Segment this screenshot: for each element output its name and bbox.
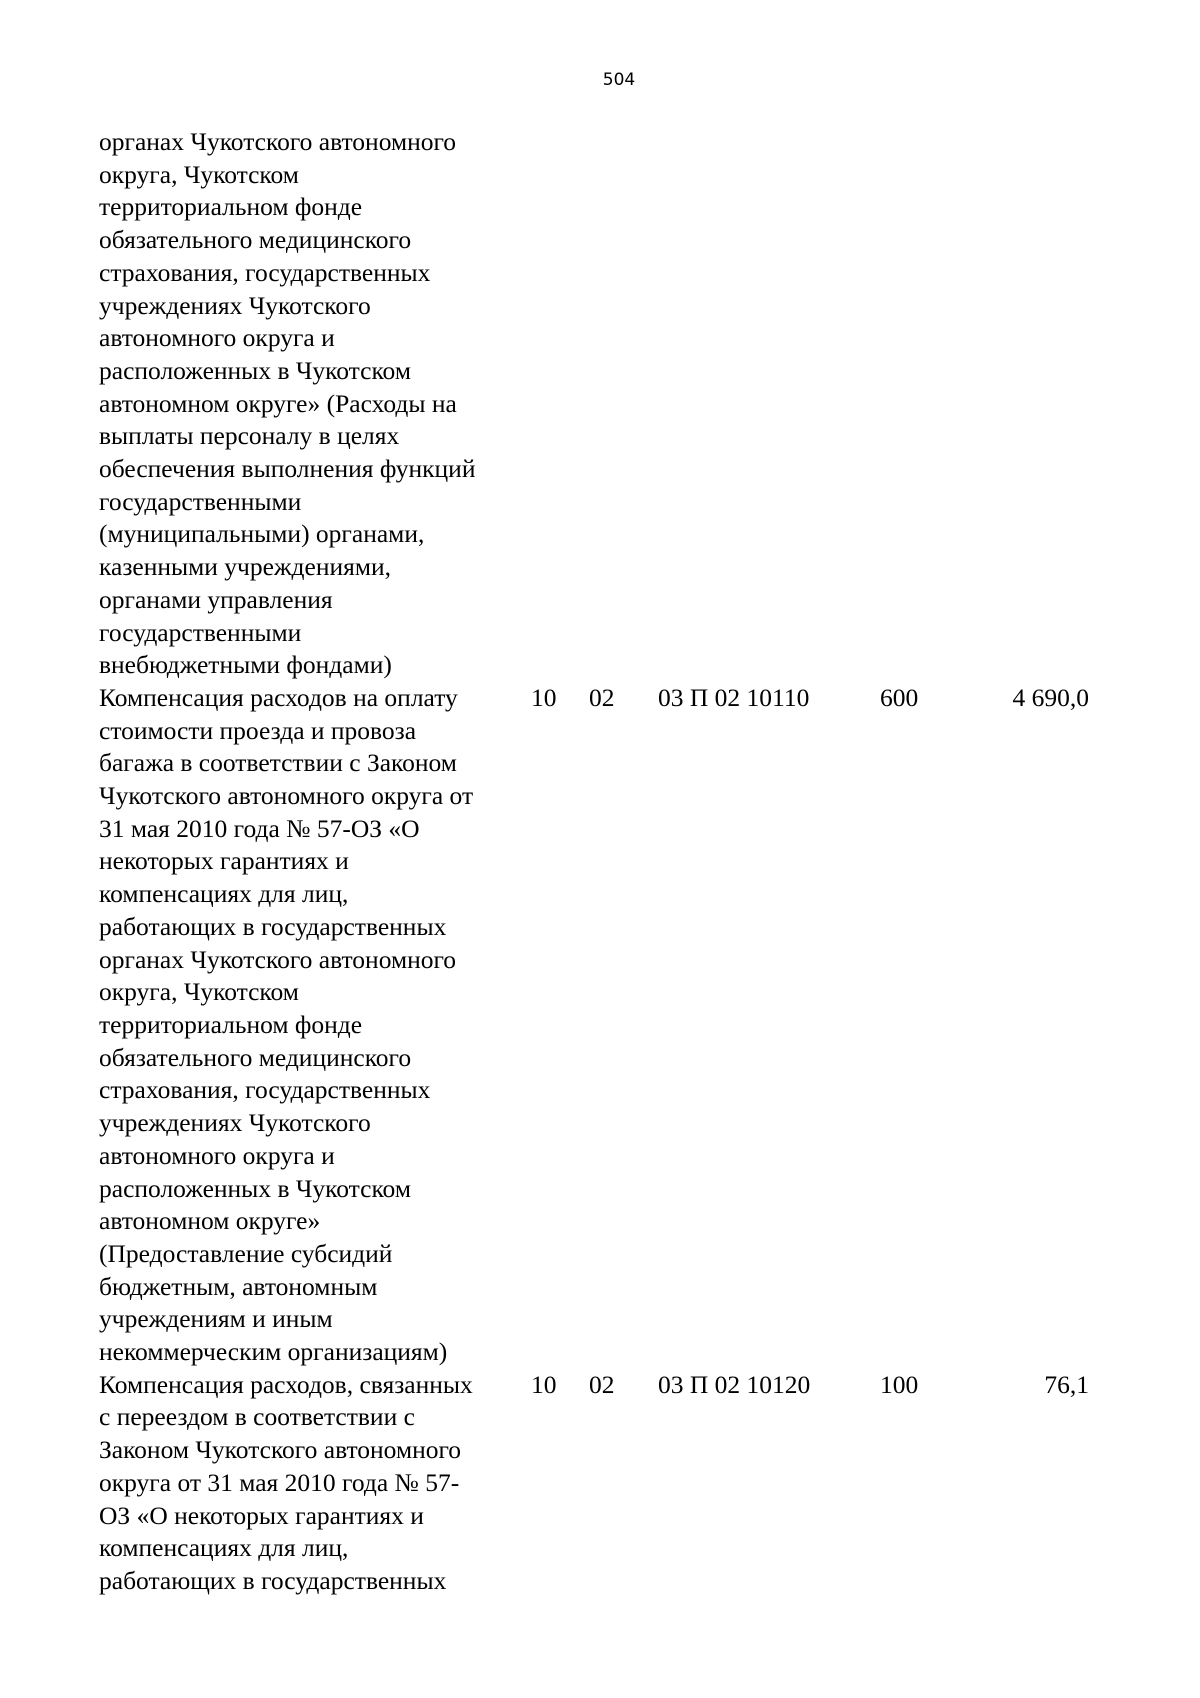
name-line: 31 мая 2010 года № 57-ОЗ «О bbox=[99, 813, 420, 843]
name-line: автономном округе» bbox=[99, 1206, 321, 1236]
name-line: округа, Чукотском bbox=[99, 977, 299, 1007]
name-line: ОЗ «О некоторых гарантиях и bbox=[99, 1500, 424, 1530]
name-line: обязательного медицинского bbox=[99, 225, 412, 255]
budget-table bbox=[99, 126, 1169, 1598]
name-line: расположенных в Чукотском bbox=[99, 1173, 411, 1203]
name-line: учреждениям и иным bbox=[99, 1304, 333, 1334]
name-line: территориальном фонде bbox=[99, 1009, 363, 1039]
name-line: расположенных в Чукотском bbox=[99, 355, 411, 385]
table-row bbox=[99, 126, 1169, 682]
name-line: автономного округа и bbox=[99, 323, 335, 353]
name-line: компенсациях для лиц, bbox=[99, 1533, 349, 1563]
name-line: обязательного медицинского bbox=[99, 1042, 412, 1072]
name-line: стоимости проезда и провоза bbox=[99, 715, 417, 745]
expense-type-code: 600 bbox=[880, 682, 919, 712]
name-line: багажа в соответствии с Законом bbox=[99, 748, 457, 778]
name-line: Законом Чукотского автономного bbox=[99, 1435, 462, 1465]
name-line: страхования, государственных bbox=[99, 1075, 431, 1105]
name-line: работающих в государственных bbox=[99, 1565, 447, 1595]
name-line: выплаты персоналу в целях bbox=[99, 421, 400, 451]
name-line: бюджетным, автономным bbox=[99, 1271, 378, 1301]
name-line: (Предоставление субсидий bbox=[99, 1238, 393, 1268]
name-line: учреждениях Чукотского bbox=[99, 1108, 371, 1138]
subsection-code: 02 bbox=[589, 1369, 615, 1399]
page-number: 504 bbox=[602, 70, 636, 90]
row-name-cell bbox=[99, 126, 531, 682]
name-line: органах Чукотского автономного bbox=[99, 127, 457, 156]
amount: 4 690,0 bbox=[1012, 682, 1089, 712]
subsection-code: 02 bbox=[589, 682, 615, 712]
row-name-cell bbox=[99, 1369, 531, 1598]
name-line: органах Чукотского автономного bbox=[99, 944, 457, 974]
name-line: Чукотского автономного округа от bbox=[99, 781, 474, 811]
name-line: с переездом в соответствии с bbox=[99, 1402, 415, 1432]
name-line: (муниципальными) органами, bbox=[99, 519, 425, 549]
section-code: 10 bbox=[531, 1369, 557, 1399]
name-line: внебюджетными фондами) bbox=[99, 650, 392, 680]
name-line: автономного округа и bbox=[99, 1140, 335, 1170]
amount: 76,1 bbox=[1044, 1369, 1089, 1399]
name-line: Компенсация расходов на оплату bbox=[99, 682, 458, 712]
name-line: округа, Чукотском bbox=[99, 159, 299, 189]
table-row bbox=[99, 1369, 1169, 1598]
row-name-cell bbox=[99, 682, 531, 1369]
target-article-code: 03 П 02 10110 bbox=[658, 682, 810, 712]
name-line: обеспечения выполнения функций bbox=[99, 454, 476, 484]
name-line: Компенсация расходов, связанных bbox=[99, 1369, 473, 1399]
name-line: территориальном фонде bbox=[99, 192, 363, 222]
name-line: работающих в государственных bbox=[99, 911, 447, 941]
name-line: страхования, государственных bbox=[99, 257, 431, 287]
name-line: государственными bbox=[99, 617, 302, 647]
name-line: учреждениях Чукотского bbox=[99, 290, 371, 320]
name-line: государственными bbox=[99, 486, 302, 516]
name-line: автономном округе» (Расходы на bbox=[99, 388, 457, 418]
name-line: казенными учреждениями, bbox=[99, 552, 392, 582]
name-line: округа от 31 мая 2010 года № 57- bbox=[99, 1467, 460, 1497]
name-line: компенсациях для лиц, bbox=[99, 879, 349, 909]
expense-type-code: 100 bbox=[880, 1369, 919, 1399]
section-code: 10 bbox=[531, 682, 557, 712]
name-line: некоторых гарантиях и bbox=[99, 846, 349, 876]
target-article-code: 03 П 02 10120 bbox=[658, 1369, 811, 1399]
name-line: органами управления bbox=[99, 584, 333, 614]
table-row bbox=[99, 682, 1169, 1369]
name-line: некоммерческим организациям) bbox=[99, 1337, 448, 1367]
